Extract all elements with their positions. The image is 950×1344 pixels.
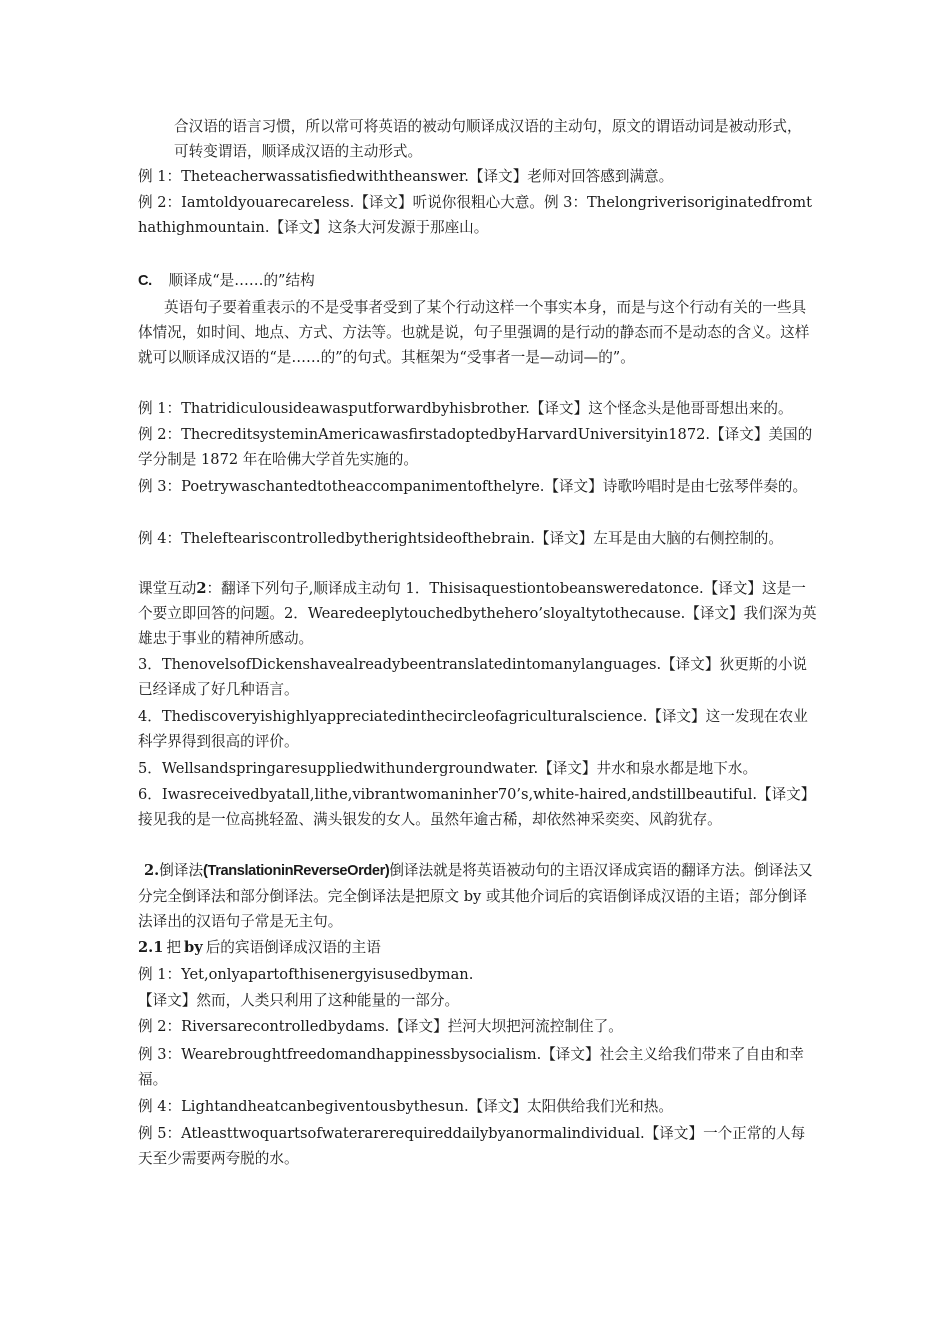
subsection-2-1-text-b: 后的宾语倒译成汉语的主语 [205,939,381,956]
class-item-3: 3．ThenovelsofDickenshavealreadybeentranslatedintomanylanguages.【译文】狄更斯的小说已经译成了好几种语言。 [138,656,808,698]
reverse-order-english-title: (TranslationinReverseOrder) [203,863,390,879]
section-c-example-2: 例 2：ThecreditsysteminAmericawasfirstadoptedbyHarvardUniversityin1872.【译文】美国的学分制是 1872 年在哈佛大学首先实施的。 [138,426,813,468]
class-interaction-text: ：翻译下列句子,顺译成主动句 1．Thisisaquestiontobeansweredatonce.【译文】这是一个要立即回答的问题。2．Wearedeeplytouchedbythehero’sloyaltytothecause.【译文】我们深为英雄忠于事业的精神所感动。 [138,580,817,647]
section-c-label: C. [138,273,152,289]
section-c-example-4: 例 4：Thelefteariscontrolledbytherightsideofthebrain.【译文】左耳是由大脑的右侧控制的。 [138,530,783,547]
class-item-6: 6．Iwasreceivedbyatall,lithe,vibrantwomaninher70’s,white-haired,andstillbeautiful.【译文】接见我的是一位高挑轻盈、满头银发的女人。虽然年逾古稀，却依然神采奕奕、风韵犹存。 [138,786,816,828]
example-2-3: 例 2：Iamtoldyouarecareless.【译文】听说你很粗心大意。例 3：Thelongriverisoriginatedfromthathighmountain.【译文】这条大河发源于那座山。 [138,194,812,236]
class-interaction-2 [138,576,818,651]
subsection-2-1-text-a: 把 [166,939,181,956]
class-interaction-label: 课堂互动 [138,580,197,597]
reverse-order-number: 2. [144,862,160,879]
reverse-example-1-translation: 【译文】然而，人类只利用了这种能量的一部分。 [138,992,460,1009]
reverse-order-title: 倒译法 [159,862,204,879]
section-c-title: 顺译成“是……的”结构 [168,272,315,289]
reverse-example-4: 例 4：Lightandheatcanbegiventousbythesun.【译文】太阳供给我们光和热。 [138,1098,673,1115]
section-c-body: 英语句子要着重表示的不是受事者受到了某个行动这样一个事实本身，而是与这个行动有关的一些具体情况，如时间、地点、方式、方法等。也就是说，句子里强调的是行动的静态而不是动态的含义。这样就可以顺译成汉语的“是……的”的句式。其框架为“受事者一是—动词—的”。 [138,299,810,366]
class-item-4: 4．Thediscoveryishighlyappreciatedinthecircleofagriculturalscience.【译文】这一发现在农业科学界得到很高的评价。 [138,708,808,750]
class-interaction-number: 2 [196,580,207,597]
subsection-2-1-by: by [184,939,203,956]
reverse-example-3: 例 3：Wearebroughtfreedomandhappinessbysocialism.【译文】社会主义给我们带来了自由和幸福。 [138,1046,804,1088]
class-item-5: 5．Wellsandspringaresuppliedwithundergroundwater.【译文】井水和泉水都是地下水。 [138,760,758,777]
section-c-example-1: 例 1：Thatridiculousideawasputforwardbyhisbrother.【译文】这个怪念头是他哥哥想出来的。 [138,400,793,417]
reverse-order-paragraph [138,858,818,934]
example-1: 例 1：Theteacherwassatisfiedwiththeanswer.【译文】老师对回答感到满意。 [138,168,674,185]
reverse-example-2: 例 2：Riversarecontrolledbydams.【译文】拦河大坝把河流控制住了。 [138,1018,623,1035]
reverse-example-5: 例 5：Atleasttwoquartsofwaterarerequireddailybyanormalindividual.【译文】一个正常的人每天至少需要两夸脱的水。 [138,1125,806,1167]
subsection-2-1-heading [138,935,818,960]
reverse-order-body: 倒译法就是将英语被动句的主语汉译成宾语的翻译方法。倒译法又分完全倒译法和部分倒译法。完全倒译法是把原文 by 或其他介词后的宾语倒译成汉语的主语；部分倒译法译出的汉语句子常是无主句。 [138,862,813,930]
section-c-heading [138,268,818,294]
section-c-example-3: 例 3：Poetrywaschantedtotheaccompanimentofthelyre.【译文】诗歌吟唱时是由七弦琴伴奏的。 [138,478,808,495]
reverse-example-1: 例 1：Yet,onlyapartofthisenergyisusedbyman. [138,966,474,983]
intro-paragraph: 合汉语的语言习惯，所以常可将英语的被动句顺译成汉语的主动句，原文的谓语动词是被动形式，可转变谓语，顺译成汉语的主动形式。 [174,118,802,160]
subsection-2-1-number: 2.1 [138,939,164,956]
